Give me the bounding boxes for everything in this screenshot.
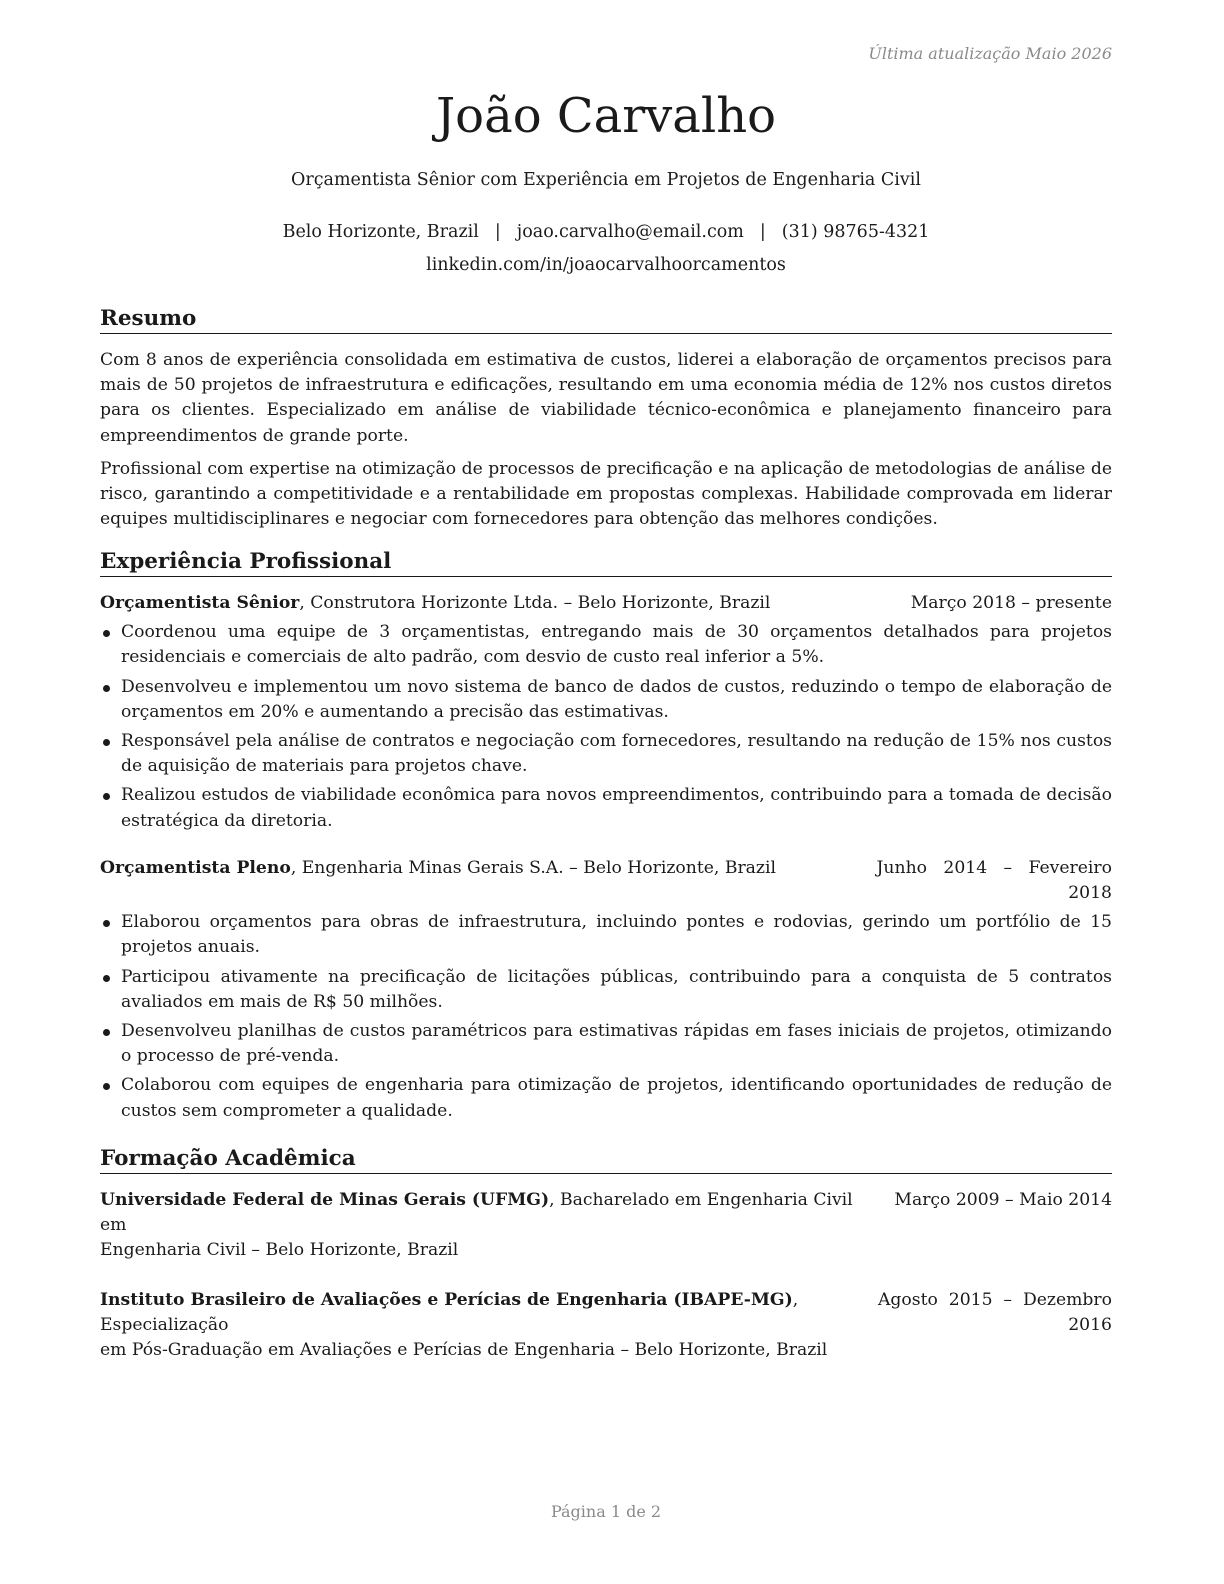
page-number: Página 1 de 2: [550, 1502, 662, 1521]
bullet-item: [100, 783, 1112, 833]
degree-detail: Engenharia Civil – Belo Horizonte, Brazil: [100, 1240, 459, 1261]
degree-detail: em Pós-Graduação em Avaliações e Perícias de Engenharia – Belo Horizonte, Brazil: [100, 1340, 828, 1361]
job-dates: Março 2018 – presente: [910, 593, 1112, 613]
last-updated: Última atualização Maio 2026: [868, 44, 1112, 63]
summary-paragraph: Profissional com expertise na otimização de processos de precificação e na aplicação de metodologias de análise de risco, garantindo a competitividade e a rentabilidade em propostas complexas. Habilidade comprovada em liderar equipes multidisciplinares e negociar com fornecedores para obtenção das melhores condições.: [100, 458, 1112, 530]
section-title: Experiência Profissional: [100, 548, 1112, 577]
email-link[interactable]: joao.carvalho@email.com: [516, 222, 744, 242]
separator: |: [494, 222, 501, 242]
section-title: Resumo: [100, 305, 1112, 334]
linkedin-link[interactable]: linkedin.com/in/joaocarvalhoorcamentos: [426, 255, 786, 275]
phone: (31) 98765-4321: [781, 222, 930, 242]
bullet-item: [100, 675, 1112, 725]
job-company: , Engenharia Minas Gerais S.A. – Belo Horizonte, Brazil: [290, 857, 776, 878]
bullet-icon: [103, 975, 110, 982]
job-entry: [100, 591, 1112, 834]
education-section: [100, 1145, 1112, 1363]
degree: , Bacharelado em Engenharia Civil em: [100, 1190, 853, 1236]
degree: , Especialização: [100, 1289, 799, 1335]
headline: Orçamentista Sênior com Experiência em Projetos de Engenharia Civil: [291, 170, 921, 190]
job-role: Orçamentista Sênior: [100, 593, 300, 613]
institution-name: Instituto Brasileiro de Avaliações e Perícias de Engenharia (IBAPE-MG): [100, 1289, 793, 1310]
resume-page: [100, 0, 1112, 1584]
institution-name: Universidade Federal de Minas Gerais (UFMG): [100, 1190, 550, 1210]
education-dates: Março 2009 – Maio 2014: [894, 1190, 1112, 1210]
bullet-icon: [103, 739, 110, 746]
bullet-text: Coordenou uma equipe de 3 orçamentistas, entregando mais de 30 orçamentos detalhados para projetos residenciais e comerciais de alto padrão, com desvio de custo real inferior a 5%.: [121, 622, 1112, 668]
bullet-item: [100, 620, 1112, 670]
education-entry: [100, 1188, 1112, 1264]
job-header: [100, 591, 1112, 616]
summary-section: [100, 305, 1112, 532]
job-dates: [877, 856, 1112, 906]
bullet-text: Participou ativamente na precificação de licitações públicas, contribuindo para a conquista de 5 contratos avaliados em mais de R$ 50 milhões.: [121, 966, 1112, 1012]
bullet-item: [100, 965, 1112, 1015]
summary-paragraph: Com 8 anos de experiência consolidada em estimativa de custos, liderei a elaboração de orçamentos precisos para mais de 50 projetos de infraestrutura e edificações, resultando em uma economia média de 12% nos custos diretos para os clientes. Especializado em análise de viabilidade técnico-econômica e planejamento financeiro para empreendimentos de grande porte.: [100, 350, 1112, 446]
job-company: , Construtora Horizonte Ltda. – Belo Horizonte, Brazil: [299, 593, 771, 613]
bullet-item: [100, 729, 1112, 779]
education-dates: [878, 1288, 1112, 1364]
experience-section: [100, 548, 1112, 1124]
bullet-text: Desenvolveu planilhas de custos paramétricos para estimativas rápidas em fases iniciais de projetos, otimizando o processo de pré-venda.: [121, 1021, 1112, 1067]
bullet-icon: [103, 630, 110, 637]
location: Belo Horizonte, Brazil: [282, 222, 479, 242]
separator: |: [759, 222, 766, 242]
bullet-text: Responsável pela análise de contratos e negociação com fornecedores, resultando na redução de 15% nos custos de aquisição de materiais para projetos chave.: [121, 731, 1112, 777]
bullet-item: [100, 1019, 1112, 1069]
contact-line: [100, 220, 1112, 244]
job-role: Orçamentista Pleno: [100, 857, 291, 878]
job-entry: [100, 856, 1112, 1124]
job-bullets: [100, 620, 1112, 834]
bullet-icon: [103, 685, 110, 692]
bullet-item: [100, 910, 1112, 960]
job-dates-start: Junho 2014 – Fevereiro: [876, 857, 1112, 878]
job-dates-end: 2018: [1068, 883, 1112, 904]
job-bullets: [100, 910, 1112, 1124]
section-title: Formação Acadêmica: [100, 1145, 1112, 1174]
education-dates-start: Agosto 2015 – Dezembro: [878, 1289, 1112, 1310]
bullet-text: Realizou estudos de viabilidade econômica para novos empreendimentos, contribuindo para a tomada de decisão estratégica da diretoria.: [121, 785, 1112, 831]
bullet-icon: [103, 1083, 110, 1090]
education-entry: [100, 1288, 1112, 1364]
bullet-icon: [103, 920, 110, 927]
bullet-icon: [103, 793, 110, 800]
bullet-text: Elaborou orçamentos para obras de infraestrutura, incluindo pontes e rodovias, gerindo um portfólio de 15 projetos anuais.: [121, 912, 1112, 958]
education-dates-end: 2016: [1068, 1314, 1112, 1335]
bullet-icon: [103, 1029, 110, 1036]
bullet-text: Colaborou com equipes de engenharia para otimização de projetos, identificando oportunidades de redução de custos sem comprometer a qualidade.: [121, 1075, 1112, 1121]
bullet-item: [100, 1073, 1112, 1123]
job-header: [100, 856, 1112, 906]
candidate-name: João Carvalho: [435, 88, 777, 144]
bullet-text: Desenvolveu e implementou um novo sistema de banco de dados de custos, reduzindo o tempo de elaboração de orçamentos em 20% e aumentando a precisão das estimativas.: [121, 676, 1112, 722]
